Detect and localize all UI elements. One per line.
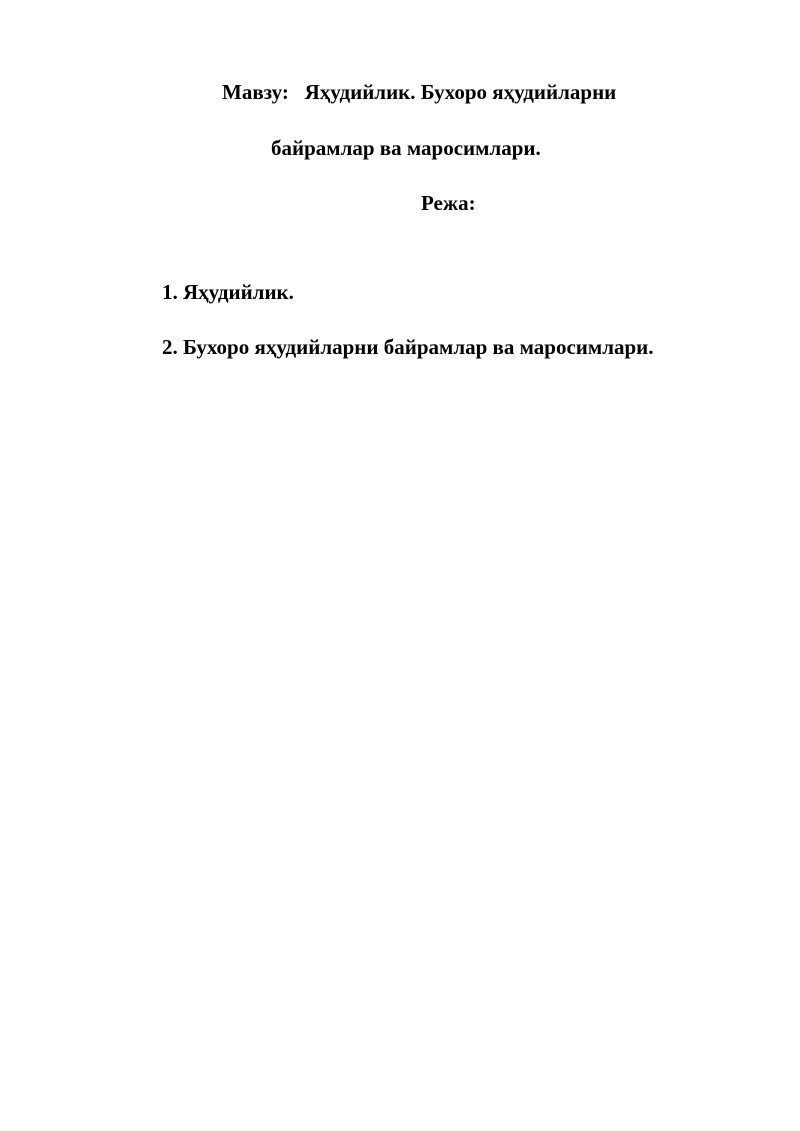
plan-item: 1. Яҳудийлик. [162, 280, 294, 304]
plan-heading: Режа: [421, 191, 476, 215]
document-title-line-2: байрамлар ва маросимлари. [271, 136, 541, 160]
document-title-line-1: Мавзу: Яҳудийлик. Бухоро яҳудийларни [222, 80, 617, 104]
plan-item: 2. Бухоро яҳудийларни байрамлар ва маросимлари. [162, 335, 654, 359]
